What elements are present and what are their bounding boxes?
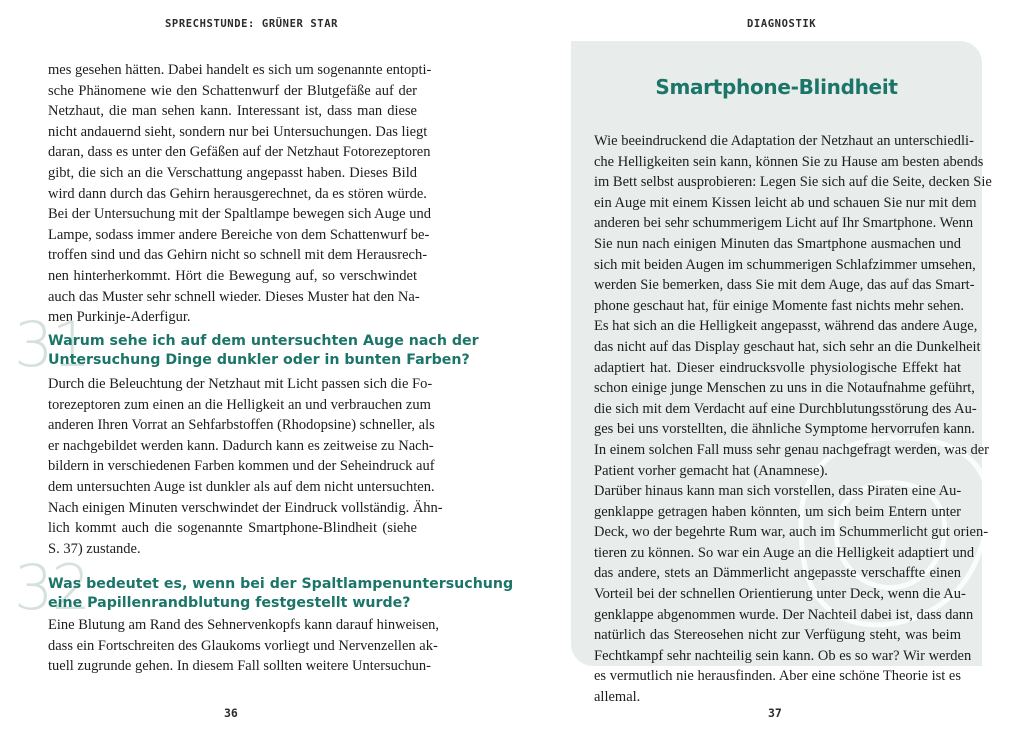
text-line: allemal.: [594, 688, 641, 705]
intro-paragraph: [48, 60, 432, 328]
text-line: troffen sind und das Gehirn nicht so schnell mit dem Herausrech-: [48, 247, 428, 264]
text-line: anderen bei sehr schummerigem Licht auf Ihr Smartphone. Wenn: [594, 215, 974, 232]
text-line: natürlich das Stereosehen nicht zur Verfügung steht, was beim: [594, 627, 961, 644]
text-line: er nachgebildet werden kann. Dadurch kann es zeitweise zu Nach-: [48, 437, 434, 454]
text-line: adaptiert hat. Dieser eindrucksvolle physiologische Effekt hat: [594, 359, 961, 376]
text-line: genklappe abgenommen wurde. Der Nachteil dabei ist, dass dann: [594, 606, 974, 623]
text-line: men Purkinje-Aderfigur.: [48, 309, 191, 326]
box-title: Smartphone-Blindheit: [655, 75, 898, 99]
text-line: Vorteil bei der schnellen Orientierung unter Deck, wenn die Au-: [594, 585, 966, 602]
text-line: gibt, die sich an die Verschattung angepasst haben. Dieses Bild: [48, 164, 417, 181]
text-line: torezeptoren zum einen an die Helligkeit an und verbrauchen zum: [48, 396, 431, 413]
text-line: sche Phänomene wie den Schattenwurf der Blutgefäße auf der: [48, 82, 417, 99]
text-line: Durch die Beleuchtung der Netzhaut mit Licht passen sich die Fo-: [48, 376, 433, 392]
text-line: mes gesehen hätten. Dabei handelt es sich um sogenannte entopti-: [48, 62, 432, 78]
running-head-right: DIAGNOSTIK: [747, 18, 817, 30]
text-line: es vermutlich nie herausfinden. Aber eine schöne Theorie ist es: [594, 668, 961, 685]
text-line: daran, dass es unter den Gefäßen auf der Netzhaut Fotorezeptoren: [48, 144, 431, 161]
right-page: [504, 0, 1008, 738]
text-line: Nach einigen Minuten verschwindet der Eindruck vollständig. Ähn-: [48, 499, 443, 516]
text-line: Lampe, sodass immer andere Bereiche von dem Schattenwurf be-: [48, 226, 430, 243]
box-paragraph-2: [594, 481, 989, 708]
text-line: Es hat sich an die Helligkeit angepasst, während das andere Auge,: [594, 318, 978, 335]
info-box: [571, 41, 992, 705]
text-line: Netzhaut, die man sehen kann. Interessant ist, dass man diese: [48, 103, 417, 120]
text-line: tieren zu können. So war ein Auge an die Helligkeit adaptiert und: [594, 544, 975, 561]
text-line: eine Papillenrandblutung festgestellt wurde?: [48, 595, 411, 611]
text-line: bildern in verschiedenen Farben kommen und der Seheindruck auf: [48, 458, 435, 475]
running-head-left: SPRECHSTUNDE: GRÜNER STAR: [165, 18, 339, 30]
text-line: anderen Ihren Vorrat an Sehfarbstoffen (Rhodopsine) schneller, als: [48, 417, 435, 434]
question-heading: [48, 332, 479, 370]
text-line: nicht andauernd sieht, sondern nur bei Untersuchungen. Das liegt: [48, 123, 428, 140]
text-line: nen hinterherkommt. Hört die Bewegung auf, so verschwindet: [48, 267, 417, 284]
text-line: Was bedeutet es, wenn bei der Spaltlampenuntersuchung: [48, 576, 514, 592]
text-line: S. 37) zustande.: [48, 540, 141, 557]
question-number: 31: [14, 308, 89, 381]
page-number-left: 36: [224, 706, 238, 720]
page-number-right: 37: [768, 706, 782, 720]
text-line: sich mit beiden Augen im schummerigen Schlafzimmer umsehen,: [594, 256, 976, 273]
question-heading: [48, 575, 514, 613]
text-line: Fechtkampf sehr nachteilig sein kann. Ob es so war? Wir werden: [594, 647, 972, 664]
text-line: lich kommt auch die sogenannte Smartphone-Blindheit (siehe: [48, 520, 417, 537]
text-line: Wie beeindruckend die Adaptation der Netzhaut an unterschiedli-: [594, 133, 974, 149]
text-line: das nicht auf das Display geschaut hat, sich sehr an die Dunkelheit: [594, 338, 981, 355]
text-line: dass ein Fortschreiten des Glaukoms vorliegt und Nervenzellen ak-: [48, 637, 438, 654]
text-line: Patient vorher gemacht hat (Anamnese).: [594, 462, 828, 479]
text-line: Bei der Untersuchung mit der Spaltlampe bewegen sich Auge und: [48, 206, 431, 223]
text-line: im Bett selbst ausprobieren: Legen Sie sich auf die Seite, decken Sie: [594, 174, 992, 191]
text-line: ges bei uns vorstellten, die ähnliche Symptome hervorrufen kann.: [594, 421, 975, 438]
text-line: Sie nun nach einigen Minuten das Smartphone ausmachen und: [594, 235, 961, 252]
text-line: Deck, wo der begehrte Rum war, auch im Schummerlicht gut orien-: [594, 524, 989, 541]
text-line: che Helligkeiten sein kann, können Sie zu Hause am besten abends: [594, 153, 984, 170]
box-paragraph-1: [594, 131, 992, 481]
text-line: genklappe getragen haben könnten, um sich beim Entern unter: [594, 503, 961, 520]
text-line: die sich mit dem Verdacht auf eine Durchblutungsstörung des Au-: [594, 400, 977, 417]
text-line: tuell zugrunde gehen. In diesem Fall sollten weitere Untersuchun-: [48, 658, 431, 675]
text-line: das andere, stets an Dämmerlicht angepasste verschaffte einen: [594, 565, 961, 582]
text-line: dem untersuchten Auge ist dunkler als auf dem nicht untersuchten.: [48, 478, 435, 495]
text-line: werden Sie bemerken, dass Sie mit dem Auge, das auf das Smart-: [594, 277, 975, 294]
text-line: phone geschaut hat, für einige Momente fast nichts mehr sehen.: [594, 297, 965, 314]
text-line: Warum sehe ich auf dem untersuchten Auge nach der: [48, 333, 479, 349]
answer-paragraph: [48, 374, 443, 559]
text-line: In einem solchen Fall muss sehr genau nachgefragt werden, was der: [594, 441, 989, 458]
text-line: Darüber hinaus kann man sich vorstellen, dass Piraten eine Au-: [594, 483, 962, 499]
text-line: schon einige junge Menschen zu uns in die Notaufnahme geführt,: [594, 380, 975, 397]
text-line: wird dann durch das Gehirn herausgerechnet, da es stören würde.: [48, 185, 427, 202]
text-line: ein Auge mit einem Kissen leicht ab und schauen Sie nur mit dem: [594, 194, 977, 211]
text-line: Eine Blutung am Rand des Sehnervenkopfs kann darauf hinweisen,: [48, 617, 440, 633]
text-line: auch das Muster sehr schnell wieder. Dieses Muster hat den Na-: [48, 288, 420, 305]
text-line: Untersuchung Dinge dunkler oder in bunten Farben?: [48, 352, 470, 368]
question-number: 32: [14, 551, 89, 624]
answer-paragraph: [48, 615, 440, 677]
